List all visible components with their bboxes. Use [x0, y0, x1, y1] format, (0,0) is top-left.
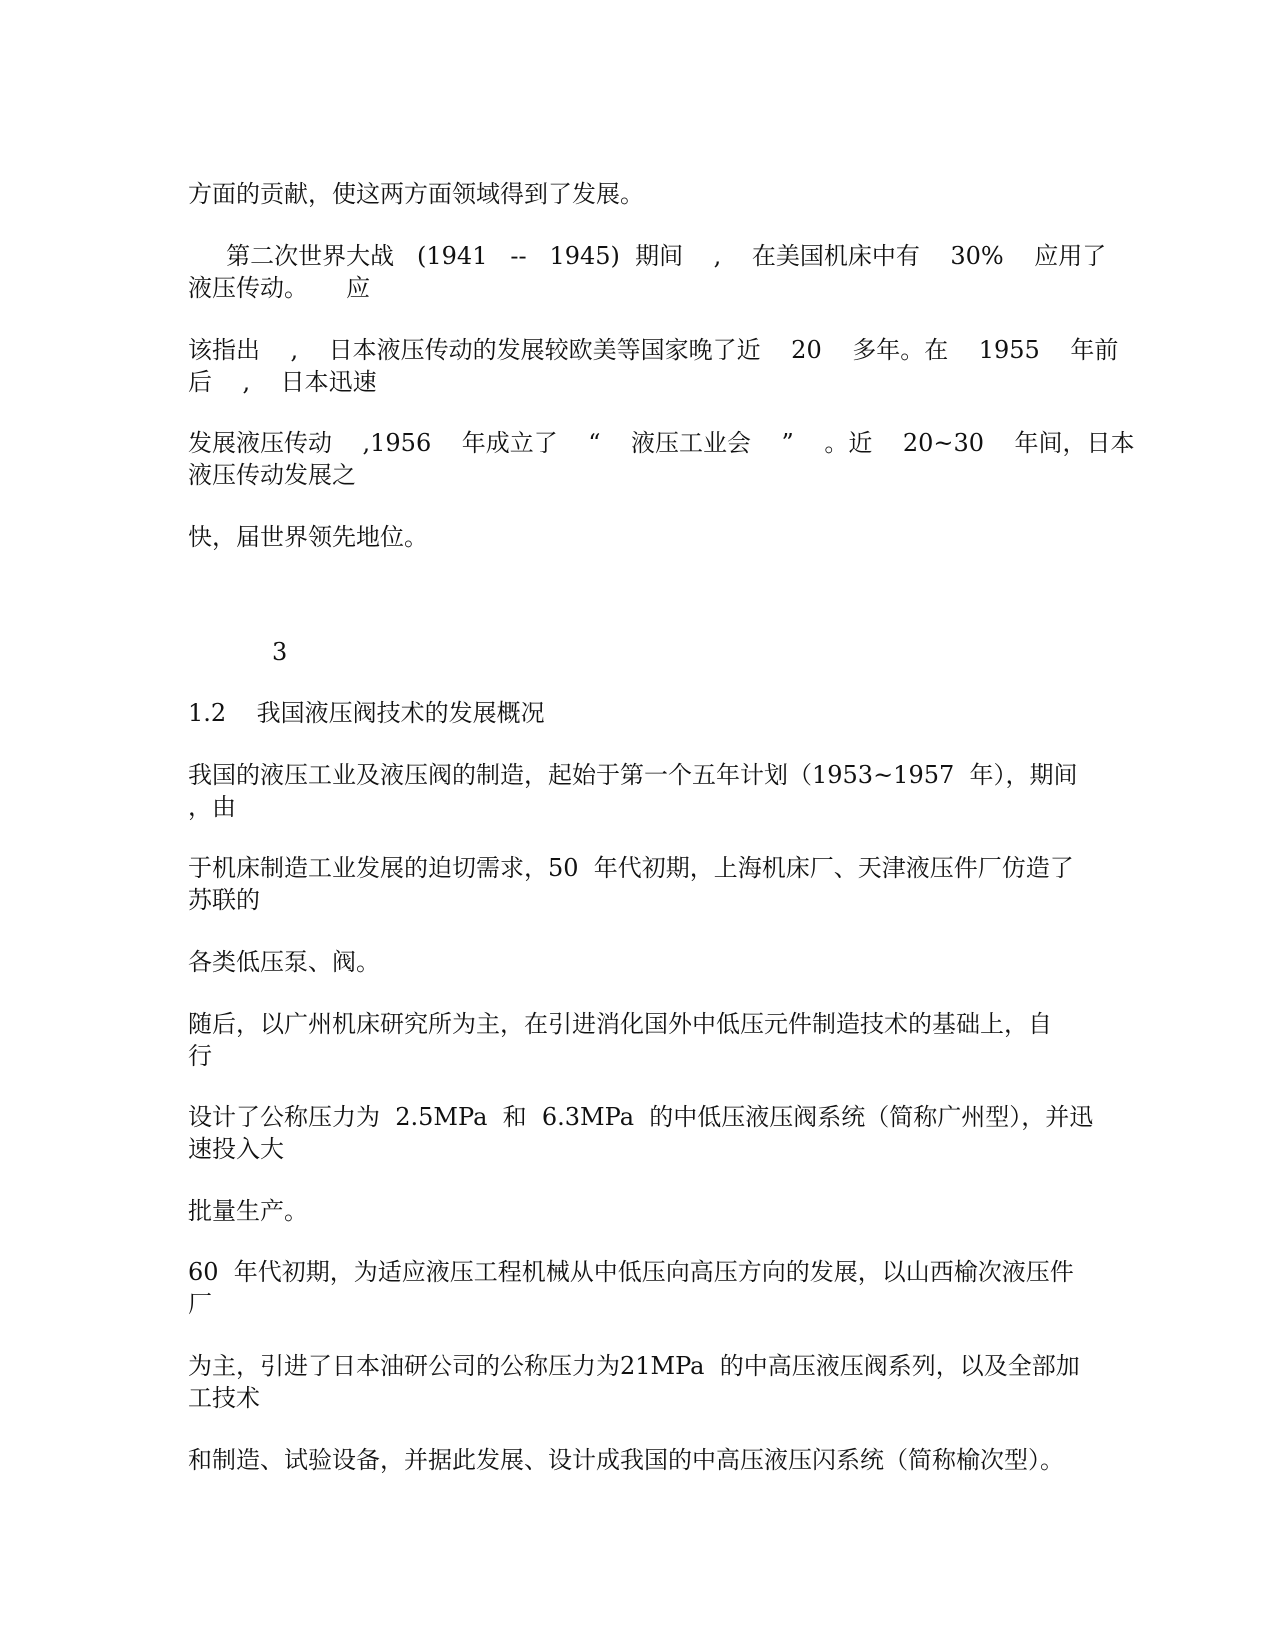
- paragraph-line: 方面的贡献，使这两方面领域得到了发展。: [188, 180, 644, 208]
- paragraph-line: 各类低压泵、阀。: [188, 948, 380, 976]
- paragraph-line: 设计了公称压力为 2.5MPa 和 6.3MPa 的中低压液压阀系统（简称广州型），并迅: [188, 1103, 1094, 1131]
- paragraph-line: 液压传动。 应: [188, 274, 371, 302]
- paragraph-line: 第二次世界大战 (1941 -- 1945) 期间 , 在美国机床中有 30% 应用了: [188, 242, 1107, 270]
- paragraph-line: 厂: [188, 1290, 212, 1318]
- paragraph-line: 后 , 日本迅速: [188, 368, 377, 396]
- paragraph-line: 行: [188, 1042, 212, 1070]
- paragraph-line: 60 年代初期，为适应液压工程机械从中低压向高压方向的发展，以山西榆次液压件: [188, 1258, 1074, 1286]
- paragraph-line: 工技术: [188, 1384, 260, 1412]
- paragraph-line: 批量生产。: [188, 1197, 308, 1225]
- paragraph-line: 速投入大: [188, 1135, 284, 1163]
- paragraph-line: 快，届世界领先地位。: [188, 523, 428, 551]
- paragraph-line: 于机床制造工业发展的迫切需求，50 年代初期，上海机床厂、天津液压件厂仿造了: [188, 854, 1074, 882]
- paragraph-line: 为主，引进了日本油研公司的公称压力为21MPa 的中高压液压阀系列，以及全部加: [188, 1352, 1080, 1380]
- paragraph-line: ，由: [188, 793, 236, 821]
- paragraph-line: 和制造、试验设备，并据此发展、设计成我国的中高压液压闪系统（简称榆次型）。: [188, 1446, 1064, 1474]
- paragraph-line: 液压传动发展之: [188, 461, 356, 489]
- paragraph-line: 发展液压传动 ,1956 年成立了 “ 液压工业会 ” 。近 20~30 年间，日本: [188, 429, 1135, 457]
- page-number: 3: [272, 638, 288, 666]
- paragraph-line: 该指出 , 日本液压传动的发展较欧美等国家晚了近 20 多年。在 1955 年前: [188, 336, 1119, 364]
- paragraph-line: 苏联的: [188, 886, 260, 914]
- paragraph-line: 我国的液压工业及液压阀的制造，起始于第一个五年计划（1953~1957 年），期间: [188, 761, 1078, 789]
- section-heading: 1.2 我国液压阀技术的发展概况: [188, 699, 545, 727]
- paragraph-line: 随后，以广州机床研究所为主，在引进消化国外中低压元件制造技术的基础上，自: [188, 1010, 1052, 1038]
